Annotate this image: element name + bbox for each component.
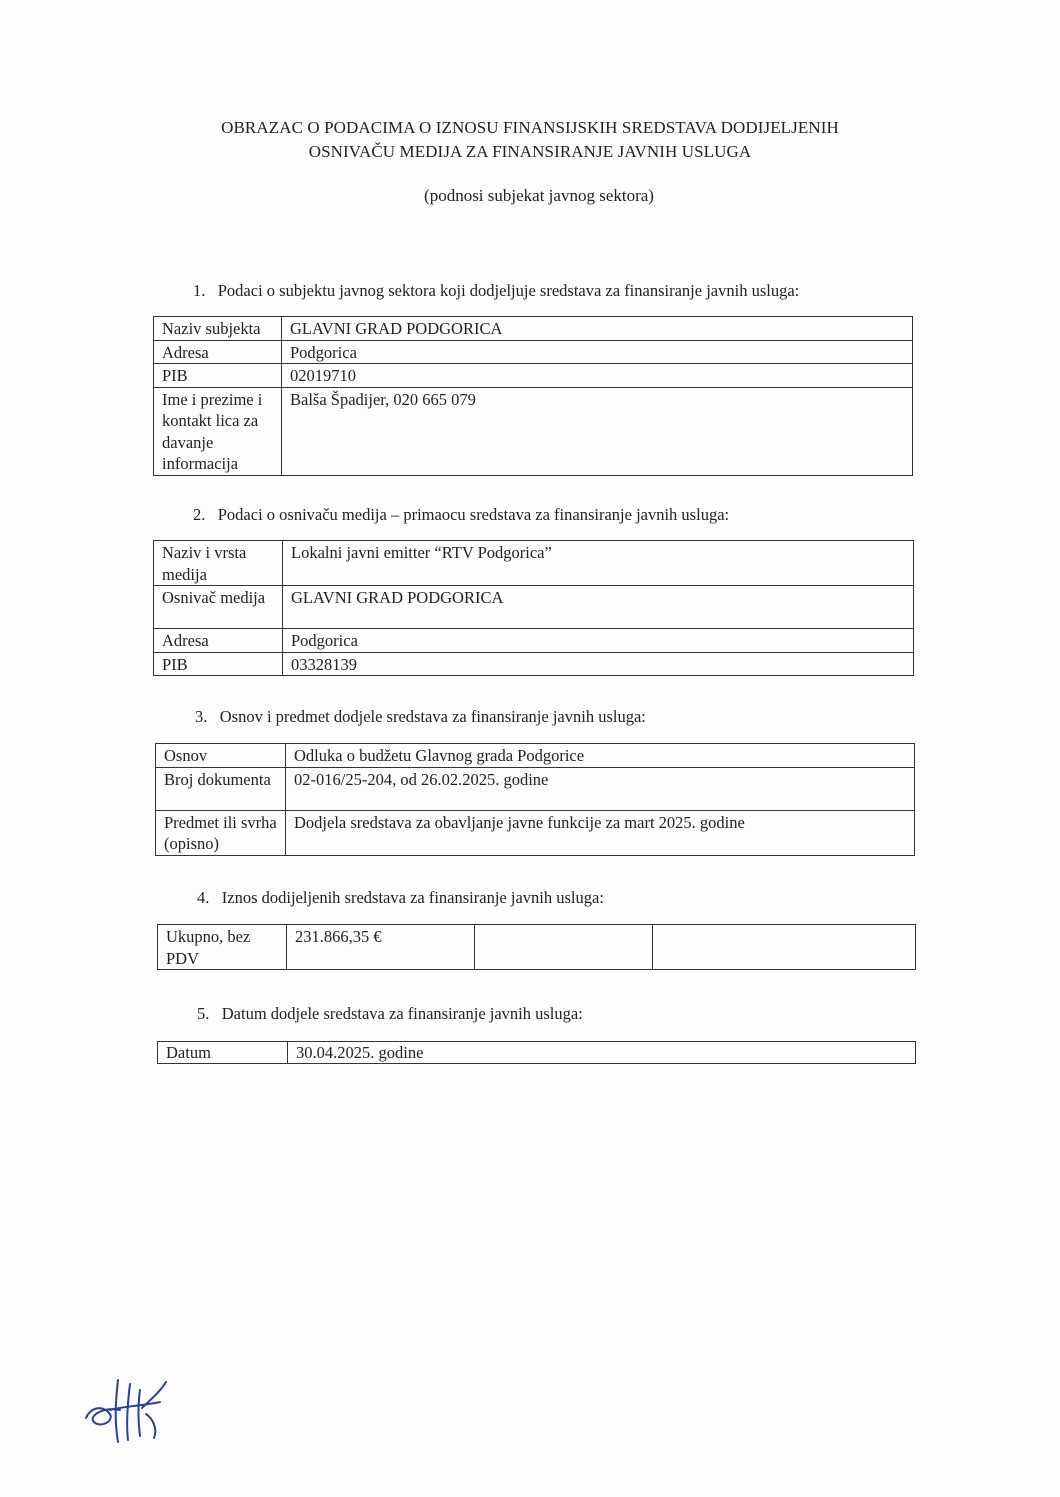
section-4-table: [157, 924, 916, 970]
table-row: [154, 586, 914, 629]
table-row: [158, 1042, 916, 1064]
table-row: [154, 629, 914, 653]
table-row: [154, 387, 913, 475]
table-row: [154, 541, 914, 586]
row-label: Broj dokumenta: [156, 767, 286, 810]
section-5-heading: 5. Datum dodjele sredstava za finansiranje javnih usluga:: [197, 1004, 583, 1023]
row-value: Dodjela sredstava za obavljanje javne funkcije za mart 2025. godine: [286, 810, 915, 855]
table-row: [158, 925, 916, 970]
document-subtitle: (podnosi subjekat javnog sektora): [424, 186, 654, 205]
section-2-table: [153, 540, 914, 676]
row-label: Predmet ili svrha (opisno): [156, 810, 286, 855]
document-title-line-1: OBRAZAC O PODACIMA O IZNOSU FINANSIJSKIH SREDSTAVA DODIJELJENIH: [221, 118, 839, 137]
row-label: Ime i prezime i kontakt lica za davanje informacija: [154, 387, 282, 475]
row-value: Odluka o budžetu Glavnog grada Podgorice: [286, 744, 915, 768]
row-value: GLAVNI GRAD PODGORICA: [283, 586, 914, 629]
row-value: Podgorica: [282, 340, 913, 364]
row-label: Datum: [158, 1042, 288, 1064]
row-value: 02-016/25-204, od 26.02.2025. godine: [286, 767, 915, 810]
table-row: [156, 810, 915, 855]
row-value: GLAVNI GRAD PODGORICA: [282, 317, 913, 341]
section-3-table: [155, 743, 915, 856]
row-label: Adresa: [154, 629, 283, 653]
handwritten-signature: [80, 1370, 175, 1450]
section-3-heading: 3. Osnov i predmet dodjele sredstava za finansiranje javnih usluga:: [195, 707, 646, 726]
row-value: 231.866,35 €: [287, 925, 475, 970]
row-label: Naziv subjekta: [154, 317, 282, 341]
row-value: 03328139: [283, 652, 914, 676]
empty-cell: [475, 925, 653, 970]
row-label: Ukupno, bez PDV: [158, 925, 287, 970]
empty-cell: [653, 925, 916, 970]
section-1-table: [153, 316, 913, 476]
row-label: Naziv i vrsta medija: [154, 541, 283, 586]
table-row: [156, 767, 915, 810]
row-label: Adresa: [154, 340, 282, 364]
table-row: [154, 364, 913, 388]
section-5-table: [157, 1041, 916, 1064]
row-value: Balša Špadijer, 020 665 079: [282, 387, 913, 475]
row-label: PIB: [154, 364, 282, 388]
section-1-heading: 1. Podaci o subjektu javnog sektora koji dodjeljuje sredstava za finansiranje javnih usluga:: [193, 281, 800, 300]
table-row: [156, 744, 915, 768]
row-label: Osnivač medija: [154, 586, 283, 629]
section-2-heading: 2. Podaci o osnivaču medija – primaocu sredstava za finansiranje javnih usluga:: [193, 505, 730, 524]
row-label: Osnov: [156, 744, 286, 768]
section-4-heading: 4. Iznos dodijeljenih sredstava za finansiranje javnih usluga:: [197, 888, 604, 907]
row-label: PIB: [154, 652, 283, 676]
row-value: 02019710: [282, 364, 913, 388]
row-value: 30.04.2025. godine: [288, 1042, 916, 1064]
table-row: [154, 340, 913, 364]
row-value: Podgorica: [283, 629, 914, 653]
document-title-line-2: OSNIVAČU MEDIJA ZA FINANSIRANJE JAVNIH USLUGA: [308, 142, 752, 161]
row-value: Lokalni javni emitter “RTV Podgorica”: [283, 541, 914, 586]
table-row: [154, 317, 913, 341]
table-row: [154, 652, 914, 676]
